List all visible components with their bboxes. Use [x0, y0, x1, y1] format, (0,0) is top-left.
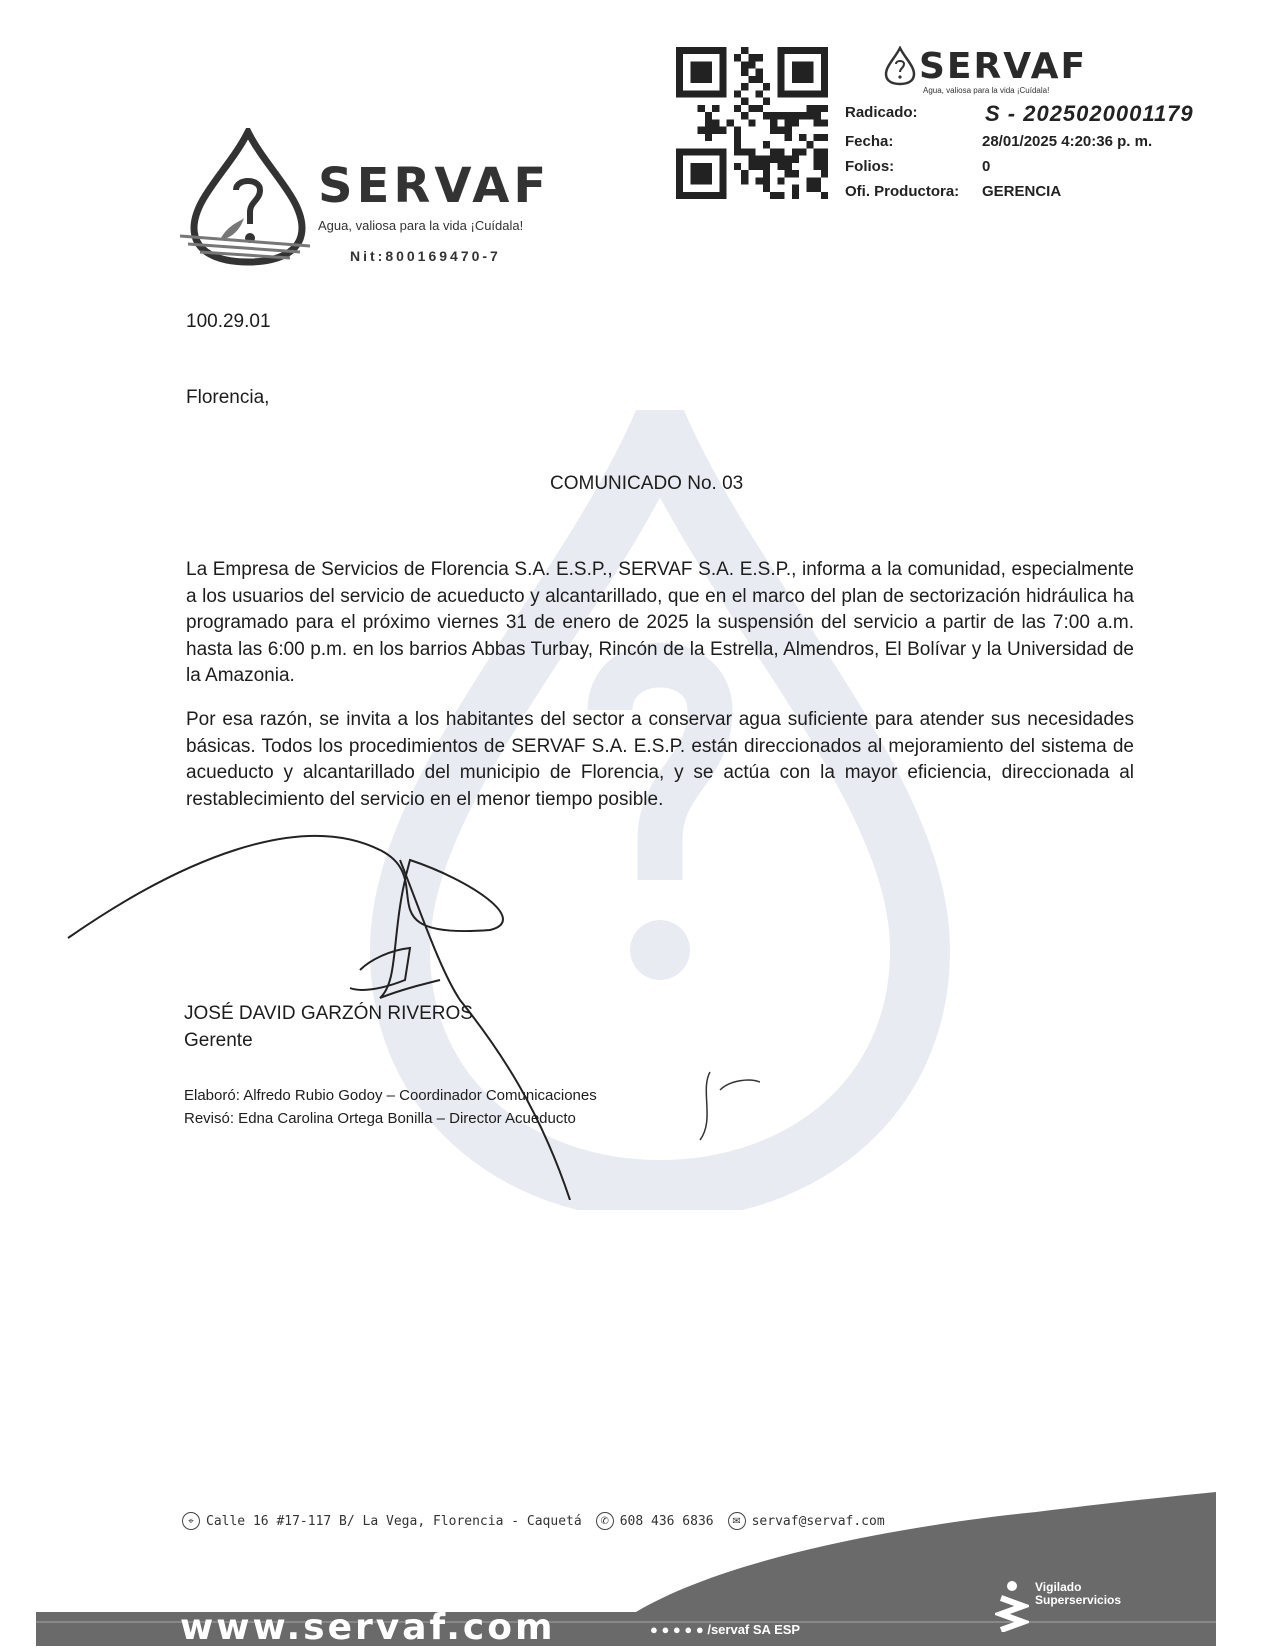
footer-phone[interactable]: 608 436 6836: [619, 1513, 714, 1529]
superservicios-icon: [995, 1580, 1029, 1632]
reviewed-by: Revisó: Edna Carolina Ortega Bonilla – Director Acueducto: [184, 1110, 576, 1127]
elaborated-by: Elaboró: Alfredo Rubio Godoy – Coordinador Comunicaciones: [184, 1087, 597, 1104]
oficina-value: GERENCIA: [982, 183, 1062, 200]
footer-contact: [182, 1512, 885, 1530]
radicado-stamp: [845, 101, 1205, 208]
folios-label: Folios:: [845, 158, 895, 175]
company-nit: Nit:800169470-7: [350, 248, 501, 264]
signer-role: Gerente: [184, 1030, 253, 1051]
document-city: Florencia,: [186, 387, 270, 408]
radicado-label: Radicado:: [845, 104, 918, 121]
body-paragraph: La Empresa de Servicios de Florencia S.A. E.S.P., SERVAF S.A. E.S.P., informa a la comunidad, especialmente a los usuarios del servicio de acueducto y alcantarillado, que en el marco del plan de sectorización hidráulica ha programado para el próximo viernes 31 de enero de 2025 la suspensión del servicio a partir de las 7:00 a.m. hasta las 6:00 p.m. en los barrios Abbas Turbay, Rincón de la Estrella, Almendros, El Bolívar y la Universidad de la Amazonia.: [186, 559, 1134, 686]
drop-logo-icon: [180, 128, 315, 268]
footer-address: Calle 16 #17-117 B/ La Vega, Florencia - Caquetá: [206, 1513, 582, 1529]
fecha-value: 28/01/2025 4:20:36 p. m.: [982, 133, 1153, 150]
document-title: COMUNICADO No. 03: [550, 473, 744, 494]
social-icons: ● ● ● ● ●: [650, 1622, 704, 1637]
letterhead-logo: [180, 128, 551, 273]
stamp-logo: [883, 44, 1103, 100]
phone-icon: ✆: [596, 1512, 614, 1530]
fecha-label: Fecha:: [845, 133, 894, 150]
mail-icon: ✉: [728, 1512, 746, 1530]
stamp-wordmark: SERVAF: [919, 46, 1088, 87]
footer-social[interactable]: [650, 1622, 800, 1637]
signer-name: JOSÉ DAVID GARZÓN RIVEROS: [184, 1003, 473, 1024]
qr-code-icon: [676, 47, 828, 199]
radicado-number: S - 2025020001179: [985, 101, 1194, 126]
footer-email[interactable]: servaf@servaf.com: [751, 1513, 885, 1529]
drop-logo-icon: [883, 46, 917, 86]
stamp-tagline: Agua, valiosa para la vida ¡Cuídala!: [923, 86, 1050, 95]
footer-website[interactable]: www.servaf.com: [180, 1607, 556, 1648]
document-code: 100.29.01: [186, 311, 271, 332]
logo-wordmark: SERVAF: [318, 158, 551, 214]
vigilado-line2: Superservicios: [1035, 1593, 1122, 1607]
folios-value: 0: [982, 158, 991, 175]
location-icon: ⌖: [182, 1512, 200, 1530]
social-handle: /servaf SA ESP: [707, 1622, 801, 1637]
vigilado-line1: Vigilado: [1035, 1580, 1082, 1594]
oficina-label: Ofi. Productora:: [845, 183, 960, 200]
body-paragraph: Por esa razón, se invita a los habitantes del sector a conservar agua suficiente para atender sus necesidades básicas. Todos los procedimientos de SERVAF S.A. E.S.P. están direccionados al mejoramiento del sistema de acueducto y alcantarillado del municipio de Florencia, y se actúa con la mayor eficiencia, direccionada al restablecimiento del servicio en el menor tiempo posible.: [186, 709, 1134, 810]
vigilado-badge: [1035, 1581, 1121, 1607]
logo-tagline: Agua, valiosa para la vida ¡Cuídala!: [318, 218, 524, 233]
